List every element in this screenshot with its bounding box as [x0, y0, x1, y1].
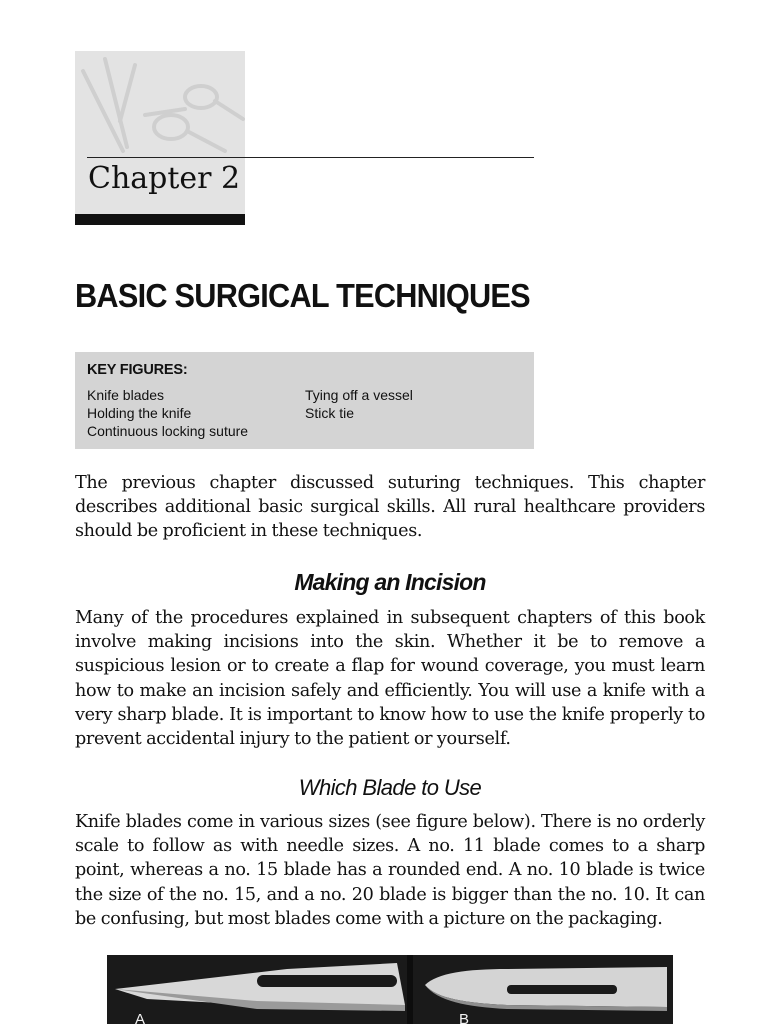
key-figures-right-column — [305, 386, 413, 422]
chapter-underline-bar — [75, 214, 245, 225]
key-figure-item: Holding the knife — [87, 405, 192, 421]
section-paragraph: Many of the procedures explained in subsequent chapters of this book involve making incisions into the skin. Whether it be to remove a suspicious lesion or to create a flap for wound coverage, you must learn how to make an incision safely and efficiently. You will use a knife with a very sharp blade. It is important to know how to use the knife properly to prevent accidental injury to the patient or yourself. — [75, 608, 705, 750]
key-figures-left-column — [87, 386, 248, 440]
key-figures-box — [75, 352, 534, 449]
figure-label-b: B — [459, 1011, 470, 1024]
subsection-paragraph: Knife blades come in various sizes (see figure below). There is no orderly scale to follow as with needle sizes. A no. 11 blade comes to a sharp point, whereas a no. 15 blade has a rounded end. A no. 10 blade is twice the size of the no. 15, and a no. 20 blade is bigger than the no. 10. It can be confusing, but most blades come with a picture on the packaging. — [75, 812, 705, 929]
chapter-rule — [87, 157, 534, 158]
knife-blades-figure — [107, 955, 673, 1024]
figure-label-a: A — [135, 1011, 146, 1024]
key-figures-heading: KEY FIGURES: — [87, 362, 188, 378]
key-figure-item: Stick tie — [305, 405, 355, 421]
section-heading: Making an Incision — [294, 569, 486, 595]
page-title: BASIC SURGICAL TECHNIQUES — [75, 277, 530, 314]
surgical-scissors-icon — [75, 51, 245, 161]
knife-blades-image — [107, 955, 673, 1024]
intro-paragraph: The previous chapter discussed suturing techniques. This chapter describes additional basic surgical skills. All rural healthcare providers should be proficient in these techniques. — [75, 473, 705, 542]
key-figure-item: Tying off a vessel — [305, 387, 413, 403]
key-figure-item: Knife blades — [87, 387, 165, 403]
subsection-heading: Which Blade to Use — [298, 775, 482, 800]
key-figure-item: Continuous locking suture — [87, 423, 249, 439]
chapter-label: Chapter 2 — [88, 161, 241, 196]
